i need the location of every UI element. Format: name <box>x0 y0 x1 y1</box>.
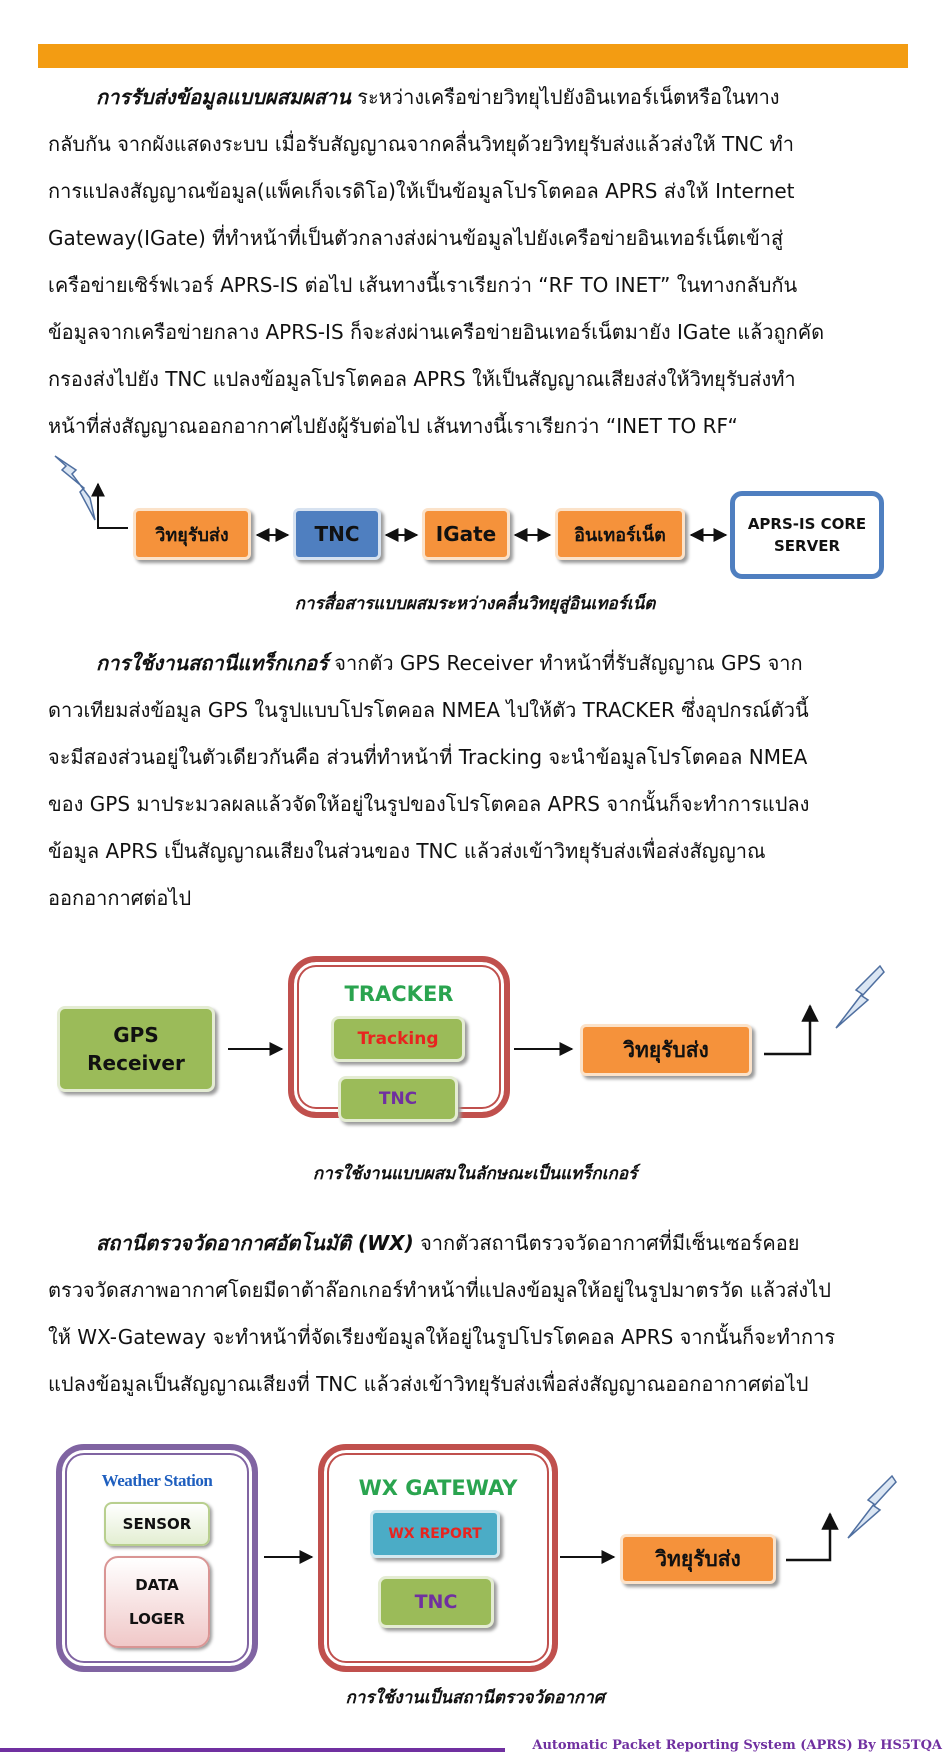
paragraph-line: จากตัวสถานีตรวจวัดอากาศที่มีเซ็นเซอร์คอย <box>413 1231 800 1255</box>
paragraph-line: แปลงข้อมูลเป็นสัญญาณเสียงที่ TNC แล้วส่งเข้าวิทยุรับส่งเพื่อส่งสัญญาณออกอากาศต่อไป <box>48 1372 809 1396</box>
paragraph-line: จะมีสองส่วนอยู่ในตัวเดียวกันคือ ส่วนที่ทำหน้าที่ Tracking จะนำข้อมูลโปรโตคอล NMEA <box>48 745 808 769</box>
paragraph-line: การแปลงสัญญาณข้อมูล(แพ็คเก็จเรดิโอ)ให้เป็นข้อมูลโปรโตคอล APRS ส่งให้ Internet <box>48 179 795 203</box>
paragraph-line: จากตัว GPS Receiver ทำหน้าที่รับสัญญาณ GPS จาก <box>327 651 803 675</box>
wx-report-box: WX REPORT <box>370 1510 500 1558</box>
server-label-line1: APRS-IS CORE <box>747 515 867 533</box>
paragraph-line: ให้ WX-Gateway จะทำหน้าที่จัดเรียงข้อมูลให้อยู่ในรูปโปรโตคอล APRS จากนั้นก็จะทำการ <box>48 1325 836 1349</box>
footer-credit: Automatic Packet Reporting System (APRS) By HS5TQA <box>532 1738 942 1753</box>
paragraph-line: ระหว่างเครือข่ายวิทยุไปยังอินเทอร์เน็ตหรือในทาง <box>350 85 780 109</box>
sensor-box: SENSOR <box>104 1502 210 1546</box>
paragraph-line: กลับกัน จากผังแสดงระบบ เมื่อรับสัญญาณจากคลื่นวิทยุด้วยวิทยุรับส่งแล้วส่งให้ TNC ทำ <box>48 132 794 156</box>
lightning-icon <box>55 456 95 520</box>
tracker-antenna-line <box>764 1006 810 1054</box>
paragraph-line: ของ GPS มาประมวลผลแล้วจัดให้อยู่ในรูปของโปรโตคอล APRS จากนั้นก็จะทำการแปลง <box>48 792 810 816</box>
tracker-radio-box: วิทยุรับส่ง <box>580 1024 752 1076</box>
diagram3-caption: การใช้งานเป็นสถานีตรวจวัดอากาศ <box>345 1688 605 1708</box>
footer-rule <box>0 1748 505 1752</box>
gps-label-line1: GPS <box>113 1023 159 1047</box>
igate-box: IGate <box>422 508 510 560</box>
paragraph-line: Gateway(IGate) ที่ทำหน้าที่เป็นตัวกลางส่งผ่านข้อมูลไปยังเครือข่ายอินเทอร์เน็ตเข้าสู่ <box>48 226 784 250</box>
paragraph-line: เครือข่ายเซิร์ฟเวอร์ APRS-IS ต่อไป เส้นทางนี้เราเรียกว่า “RF TO INET” ในทางกลับกัน <box>48 273 798 297</box>
server-label-line2: SERVER <box>773 537 840 555</box>
tracking-box: Tracking <box>331 1016 465 1062</box>
paragraph-line: ข้อมูลจากเครือข่ายกลาง APRS-IS ก็จะส่งผ่านเครือข่ายอินเทอร์เน็ตมายัง IGate แล้วถูกคัด <box>48 320 825 344</box>
paragraph-line: ข้อมูล APRS เป็นสัญญาณเสียงในส่วนของ TNC แล้วส่งเข้าวิทยุรับส่งเพื่อส่งสัญญาณ <box>48 839 766 863</box>
paragraph-line: ออกอากาศต่อไป <box>48 886 192 910</box>
wx-tnc-box: TNC <box>378 1576 494 1628</box>
paragraph-line: ดาวเทียมส่งข้อมูล GPS ในรูปแบบโปรโตคอล NMEA ไปให้ตัว TRACKER ซึ่งอุปกรณ์ตัวนี้ <box>48 698 809 722</box>
tracker-tnc-box: TNC <box>338 1076 458 1122</box>
paragraph-line: กรองส่งไปยัง TNC แปลงข้อมูลโปรโตคอล APRS ให้เป็นสัญญาณเสียงส่งให้วิทยุรับส่งทำ <box>48 367 796 391</box>
wx-gateway-title: WX GATEWAY <box>358 1476 518 1500</box>
tnc-box: TNC <box>293 508 381 560</box>
diagram2-caption: การใช้งานแบบผสมในลักษณะเป็นแทร็กเกอร์ <box>312 1164 638 1184</box>
tracker-title: TRACKER <box>344 982 454 1006</box>
wx-antenna-line <box>786 1514 830 1560</box>
paragraph-line: ตรวจวัดสภาพอากาศโดยมีดาต้าล๊อกเกอร์ทำหน้าที่แปลงข้อมูลให้อยู่ในรูปมาตรวัด แล้วส่งไป <box>48 1278 831 1302</box>
antenna-line <box>98 484 128 528</box>
paragraph-lead: สถานีตรวจวัดอากาศอัตโนมัติ (WX) <box>96 1231 414 1255</box>
paragraph-lead: การรับส่งข้อมูลแบบผสมผสาน <box>96 85 351 109</box>
gps-label-line2: Receiver <box>87 1051 185 1075</box>
paragraph-lead: การใช้งานสถานีแทร็กเกอร์ <box>96 651 328 675</box>
wx-radio-box: วิทยุรับส่ง <box>620 1534 776 1584</box>
tracker-lightning-icon <box>836 966 884 1028</box>
paragraph-line: หน้าที่ส่งสัญญาณออกอากาศไปยังผู้รับต่อไป เส้นทางนี้เราเรียกว่า “INET TO RF“ <box>48 414 738 438</box>
wx-lightning-icon <box>848 1476 896 1538</box>
diagram1-caption: การสื่อสารแบบผสมระหว่างคลื่นวิทยุสู่อินเทอร์เน็ต <box>294 594 656 614</box>
weather-station-title: Weather Station <box>101 1471 213 1490</box>
data-logger-line1: DATA <box>135 1576 179 1594</box>
radio-box: วิทยุรับส่ง <box>133 508 251 560</box>
internet-box: อินเทอร์เน็ต <box>555 508 685 560</box>
data-logger-line2: LOGER <box>129 1610 185 1628</box>
